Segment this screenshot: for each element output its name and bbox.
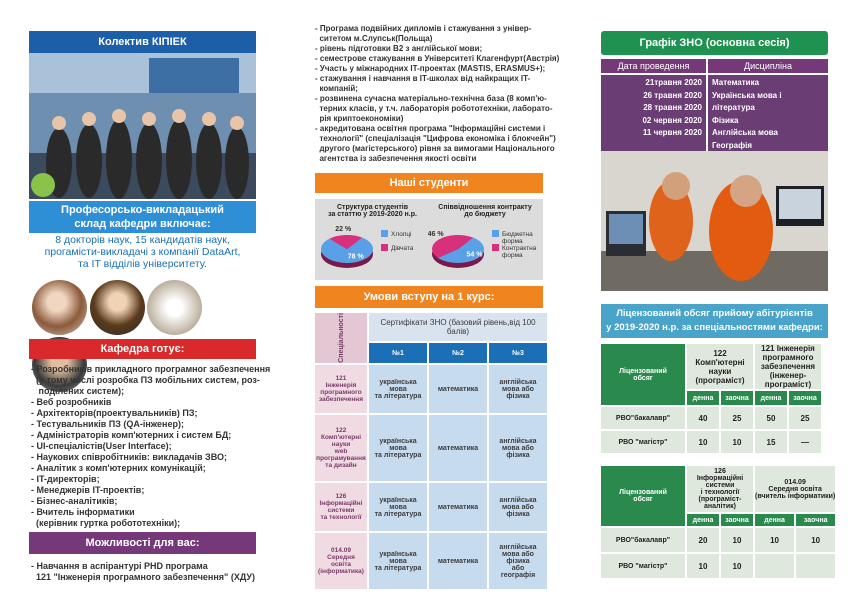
list-item: - розвинена сучасна матеріально-технічна база (8 комп'ю- [315, 94, 547, 103]
staff-photo-3 [147, 280, 202, 335]
legend-label: Хлопці [391, 231, 412, 238]
list-item: - Наукових співробітників: викладачів ЗВО; [31, 452, 227, 462]
subject-cell: математика [429, 365, 487, 413]
t2-spec-b: 014.09 Середня освіта (вчитель інформатики) [755, 466, 835, 512]
list-item: компаній; [315, 84, 358, 93]
list-item: - Тестувальників ПЗ (QA-інженер); [31, 419, 184, 429]
t2-cell: 10 [796, 528, 835, 552]
list-item: рія криптоекономіки) [315, 114, 404, 123]
legend-label: форма [502, 238, 523, 245]
team-photo [29, 53, 256, 199]
t1-row-2-label: РВО "магістр" [601, 431, 685, 453]
pie-data-label: 54 % [466, 251, 483, 259]
list-item: (керівник гуртка робототехніки); [31, 518, 181, 528]
t2-sub-3: денна [755, 514, 794, 526]
subject-cell: англійська мова або фізика або географія [489, 533, 547, 589]
t1-spec-b: 121 Інженерія програмного забезпечення (інженер- програміст) [755, 344, 821, 389]
t2-row-2-label: РВО "магістр" [601, 554, 685, 578]
zno-subject: Математика [712, 78, 760, 87]
subject-cell: англійська мова або фізика [489, 415, 547, 481]
zno-col-subject: Дисципліна [708, 59, 828, 73]
list-item: технології" (спеціалізація "Цифрова економіка і блокчейн") [315, 134, 556, 143]
staff-photo-2 [90, 280, 145, 335]
zno-date: 28 травня 2020 [643, 103, 702, 112]
t1-row-1-label: РВО"бакалавр" [601, 407, 685, 429]
legend-label: форма [502, 252, 523, 259]
zno-subject: Географія [712, 140, 753, 150]
pie-data-label: 22 % [335, 226, 352, 234]
list-item: - Участь у міжнародних IT-проектах (MASTIS, ERASMUS+); [315, 64, 546, 73]
t1-cell: 10 [687, 431, 719, 453]
list-item: другого (магістерського) рівня за вимогами Національного [315, 144, 555, 153]
zno-date: 21травня 2020 [645, 78, 702, 87]
t2-row-1-label: РВО"бакалавр" [601, 528, 685, 552]
students-computer-photo [601, 151, 828, 291]
legend-label: Бюджетна [502, 231, 533, 238]
list-item: - Веб розробників [31, 397, 112, 407]
list-item: - Менеджерів IT-проектів; [31, 485, 145, 495]
zno-subject: Фізика [712, 115, 739, 125]
admission-header: Умови вступу на 1 курс: [315, 286, 543, 308]
col-2-header: №2 [429, 343, 487, 363]
t1-cell: 25 [721, 407, 753, 429]
t2-sub-2: заочна [721, 514, 753, 526]
list-item: - Розробників прикладного програмног забезпечення [31, 364, 271, 374]
specialty-name: 126 Інформаційні системи та технології [315, 483, 367, 531]
list-item: - стажування і навчання в IT-школах від найкращих IT- [315, 74, 531, 83]
col-1-header: №1 [369, 343, 427, 363]
specialty-name: 122 Комп'ютерні науки web програмування та дизайн [315, 415, 367, 481]
staff-header: Професорсько-викладацький склад кафедри включає: [29, 201, 256, 233]
admission-table [313, 311, 549, 591]
students-charts-panel [315, 199, 543, 280]
students-header: Наші студенти [315, 173, 543, 193]
license-table-1 [599, 342, 823, 455]
list-item: ситетом м.Слупськ(Польща) [315, 34, 433, 43]
t2-cell [796, 554, 835, 578]
subject-cell: українська мова та література [369, 415, 427, 481]
specialty-col-header: Спеціальності [315, 313, 367, 363]
zno-table [601, 59, 828, 154]
pie-data-label: 78 % [347, 253, 364, 261]
subject-cell: англійська мова або фізика [489, 365, 547, 413]
t1-cell: — [789, 431, 821, 453]
gender-pie-chart [317, 224, 427, 280]
t1-cell: 10 [721, 431, 753, 453]
legend-swatch [492, 230, 499, 237]
col-3-header: №3 [489, 343, 547, 363]
zno-col-date: Дата проведення [601, 59, 706, 73]
zno-date: 11 червня 2020 [642, 128, 702, 137]
subject-cell: математика [429, 533, 487, 589]
prepares-header: Кафедра готує: [29, 339, 256, 359]
list-item: - Адміністраторів комп'ютерних і систем БД; [31, 430, 232, 440]
list-item: терних класів, у т.ч. лабораторія робототехніки, лаборато- [315, 104, 553, 113]
subject-cell: українська мова та література [369, 533, 427, 589]
chart-1-title: Структура студентів за статтю у 2019-2020 н.р. [328, 204, 417, 218]
opportunities-list [31, 561, 271, 583]
t2-corner: Ліцензований обсяг [601, 466, 685, 526]
list-item: - UI-спеціалістів(User Interface); [31, 441, 172, 451]
advantages-list [315, 24, 560, 164]
staff-text: 8 докторів наук, 15 кандидатів наук, прогамісти-викладачі з компанії DataArt, та IT відділів університету. [44, 234, 241, 270]
list-item: - семестрове стажування в Університеті Клагенфурт(Австрія) [315, 54, 560, 63]
zno-dates [601, 75, 706, 154]
subject-cell: математика [429, 415, 487, 481]
t1-cell: 25 [789, 407, 821, 429]
subject-cell: математика [429, 483, 487, 531]
list-item: - Архітекторів(проектувальників) ПЗ; [31, 408, 198, 418]
opportunities-header: Можливості для вас: [29, 532, 256, 554]
zno-subjects [708, 75, 828, 154]
team-title: Колектив КІПІЕК [29, 31, 256, 53]
list-item: - Вчитель інформатики [31, 507, 135, 517]
subject-cell: українська мова та література [369, 365, 427, 413]
legend-label: Дівчата [391, 245, 414, 252]
legend-swatch [381, 244, 388, 251]
t1-spec-a: 122 Комп'ютерні науки (програміст) [687, 344, 753, 389]
subject-cell: англійська мова або фізика [489, 483, 547, 531]
subject-cell: українська мова та література [369, 483, 427, 531]
t2-cell: 10 [755, 528, 794, 552]
pie-data-label: 46 % [428, 231, 444, 239]
budget-pie-chart [428, 224, 543, 280]
t2-cell: 20 [687, 528, 719, 552]
t1-sub-4: заочна [789, 391, 821, 405]
t2-cell: 10 [687, 554, 719, 578]
staff-photos [32, 280, 256, 336]
license-table-2 [599, 464, 837, 580]
t2-sub-1: денна [687, 514, 719, 526]
t2-spec-a: 126 Інформаційні системи і технології (програміст- аналітик) [687, 466, 753, 512]
list-item: поділених систем); [31, 386, 125, 396]
t1-corner: Ліцензований обсяг [601, 344, 685, 405]
list-item: (у тому числі розробка ПЗ мобільних систем, роз- [31, 375, 260, 385]
t2-cell: 10 [721, 554, 753, 578]
chart-2-title: Співвідношення контракту до бюджету [438, 204, 532, 218]
zno-subject: Англійська мова [712, 128, 778, 137]
list-item: агентства із забезпечення якості освіти [315, 154, 477, 163]
t1-cell: 15 [755, 431, 787, 453]
t1-cell: 40 [687, 407, 719, 429]
list-item: 121 "Інженерія програмного забезпечення" (ХДУ) [31, 572, 255, 582]
legend-swatch [381, 230, 388, 237]
t1-sub-3: денна [755, 391, 787, 405]
list-item: - IT-директорів; [31, 474, 100, 484]
t1-sub-1: денна [687, 391, 719, 405]
license-header: Ліцензований обсяг прийому абітурієнтів у 2019-2020 н.р. за спеціальностями кафедри: [601, 304, 828, 338]
list-item: - рівень підготовки В2 з англійської мови; [315, 44, 483, 53]
t1-sub-2: заочна [721, 391, 753, 405]
t2-cell: 10 [721, 528, 753, 552]
zno-date: 02 червня 2020 [642, 115, 702, 125]
t2-sub-4: заочна [796, 514, 835, 526]
list-item: - Аналітик з комп'ютерних комунікацій; [31, 463, 206, 473]
list-item: - акредитована освітня програма "Інформаційні системи і [315, 124, 546, 133]
list-item: - Навчання в аспірантурі PHD програма [31, 561, 208, 571]
zno-date: 26 травня 2020 [643, 90, 702, 100]
specialty-name: 121 Інженерія програмного забезпечення [315, 365, 367, 413]
list-item: - Програма подвійних дипломів і стажування з універ- [315, 24, 532, 33]
t2-cell [755, 554, 794, 578]
legend-swatch [492, 244, 499, 251]
zno-header: Графік ЗНО (основна сесія) [601, 31, 828, 55]
legend-label: Контрактна [502, 245, 537, 252]
specialty-name: 014.09 Середня освіта (інформатика) [315, 533, 367, 589]
t1-cell: 50 [755, 407, 787, 429]
cert-header: Сертифікати ЗНО (базовий рівень,від 100 балів) [369, 313, 547, 341]
zno-subject: Українська мова і література [712, 90, 782, 112]
list-item: - Бізнес-аналітиків; [31, 496, 118, 506]
staff-photo-1 [32, 280, 87, 335]
prepares-list [31, 364, 271, 529]
